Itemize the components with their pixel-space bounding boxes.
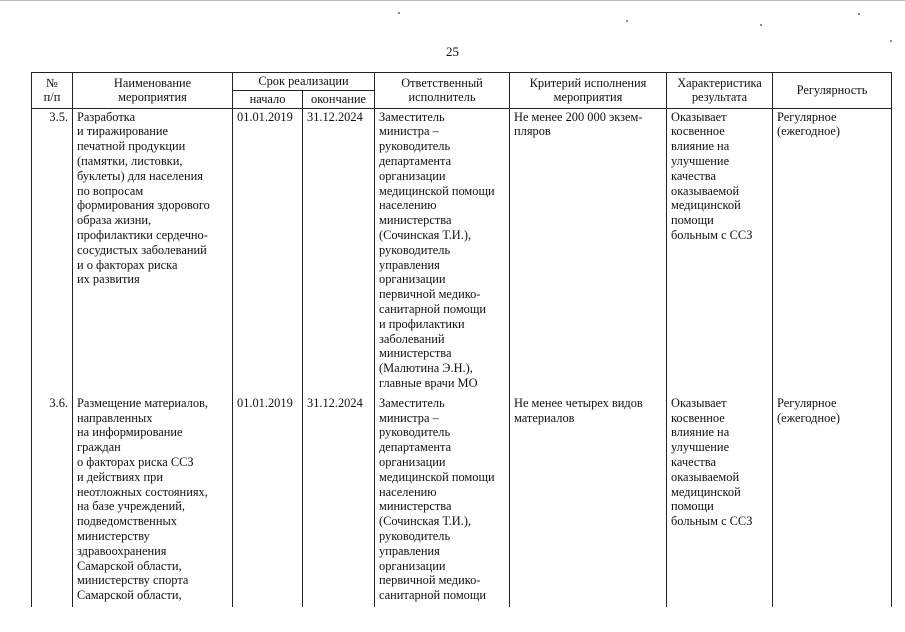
header-regularity: Регулярность <box>773 73 892 109</box>
row-num: 3.5. <box>32 108 73 395</box>
row-name: Разработка и тиражирование печатной продукции (памятки, листовки, буклеты) для населения по вопросам формирования здорового образа жизни, профилактики сердечно- сосудистых заболеваний и о факторах риска их развития <box>73 108 233 395</box>
row-num: 3.6. <box>32 395 73 607</box>
row-regularity: Регулярное (ежегодное) <box>773 395 892 607</box>
scan-speck <box>626 20 628 22</box>
header-criterion: Критерий исполнения мероприятия <box>510 73 667 109</box>
header-end: окончание <box>303 90 375 108</box>
table-row <box>32 108 892 395</box>
scan-speck <box>398 12 400 14</box>
header-num: № п/п <box>32 73 73 109</box>
header-name: Наименование мероприятия <box>73 73 233 109</box>
scan-speck <box>890 40 892 42</box>
scan-speck <box>858 13 860 15</box>
row-responsible: Заместитель министра – руководитель департамента организации медицинской помощи населению министерства (Сочинская Т.И.), руководитель управления организации первичной медико- санитарной помощи <box>375 395 510 607</box>
row-start: 01.01.2019 <box>233 395 303 607</box>
table-row <box>32 395 892 607</box>
page-number: 25 <box>446 44 459 59</box>
row-result: Оказывает косвенное влияние на улучшение качества оказываемой медицинской помощи больным с ССЗ <box>667 108 773 395</box>
top-scan-rule <box>0 0 905 1</box>
header-result: Характеристика результата <box>667 73 773 109</box>
activities-table <box>31 72 892 607</box>
row-end: 31.12.2024 <box>303 108 375 395</box>
table-header-row <box>32 73 892 91</box>
header-start: начало <box>233 90 303 108</box>
header-responsible: Ответственный исполнитель <box>375 73 510 109</box>
header-period: Срок реализации <box>233 73 375 91</box>
row-regularity: Регулярное (ежегодное) <box>773 108 892 395</box>
scan-speck <box>760 24 762 26</box>
row-end: 31.12.2024 <box>303 395 375 607</box>
row-criterion: Не менее четырех видов материалов <box>510 395 667 607</box>
row-name: Размещение материалов, направленных на информирование граждан о факторах риска ССЗ и действиях при неотложных состояниях, на базе учреждений, подведомственных министерству здравоохранения Самарской области, министерству спорта Самарской области, <box>73 395 233 607</box>
row-result: Оказывает косвенное влияние на улучшение качества оказываемой медицинской помощи больным с ССЗ <box>667 395 773 607</box>
row-responsible: Заместитель министра – руководитель департамента организации медицинской помощи населению министерства (Сочинская Т.И.), руководитель управления организации первичной медико- санитарной помощи и профилактики заболеваний министерства (Малютина Э.Н.), главные врачи МО <box>375 108 510 395</box>
row-start: 01.01.2019 <box>233 108 303 395</box>
row-criterion: Не менее 200 000 экзем- пляров <box>510 108 667 395</box>
